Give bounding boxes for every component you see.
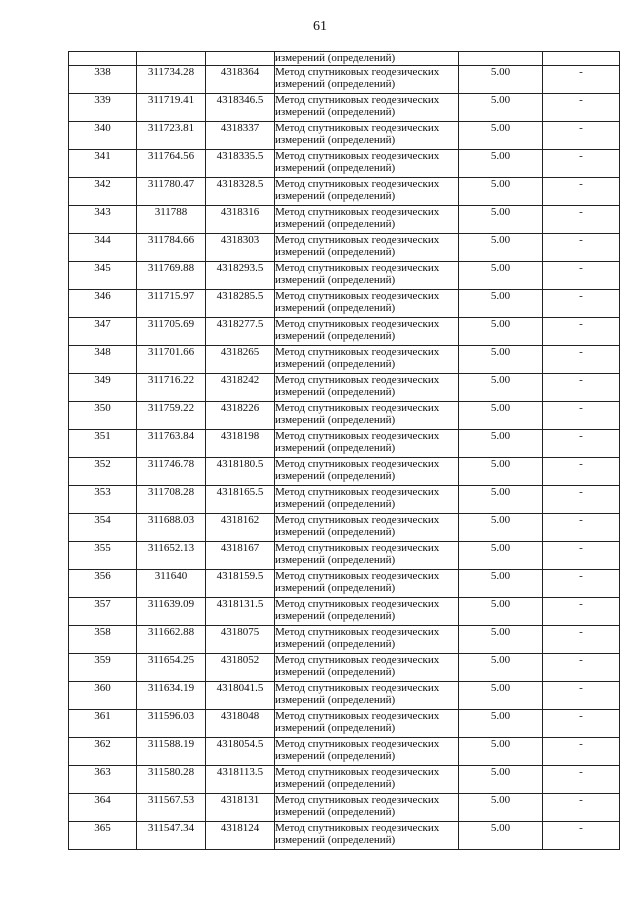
method-line-2: измерений (определений): [275, 274, 396, 286]
table-row: [69, 822, 620, 850]
coordinate-y: 4318052: [206, 654, 275, 682]
method-cell: [275, 66, 459, 94]
point-number: 359: [69, 654, 137, 682]
coordinate-y: 4318167: [206, 542, 275, 570]
table-row: [69, 598, 620, 626]
point-number: 338: [69, 66, 137, 94]
point-number: 357: [69, 598, 137, 626]
point-number: 360: [69, 682, 137, 710]
table-row: [69, 234, 620, 262]
coordinate-y: 4318265: [206, 346, 275, 374]
method-line-1: Метод спутниковых геодезических: [275, 234, 440, 246]
continuation-method-cell: [275, 52, 459, 66]
remark-value: -: [543, 654, 620, 682]
point-number: 355: [69, 542, 137, 570]
point-number: 345: [69, 262, 137, 290]
method-line-2: измерений (определений): [275, 386, 396, 398]
method-line-2: измерений (определений): [275, 442, 396, 454]
accuracy-value: 5.00: [459, 262, 543, 290]
point-number: 362: [69, 738, 137, 766]
method-line-1: Метод спутниковых геодезических: [275, 402, 440, 414]
continuation-remark-cell: [543, 52, 620, 66]
remark-value: -: [543, 290, 620, 318]
table-row: [69, 794, 620, 822]
method-cell: [275, 514, 459, 542]
remark-value: -: [543, 794, 620, 822]
table-row: [69, 290, 620, 318]
point-number: 347: [69, 318, 137, 346]
remark-value: -: [543, 206, 620, 234]
method-line-1: Метод спутниковых геодезических: [275, 458, 440, 470]
accuracy-value: 5.00: [459, 290, 543, 318]
accuracy-value: 5.00: [459, 94, 543, 122]
remark-value: -: [543, 738, 620, 766]
method-line-1: Метод спутниковых геодезических: [275, 682, 440, 694]
continuation-y-cell: [206, 52, 275, 66]
method-line-1: Метод спутниковых геодезических: [275, 94, 440, 106]
method-line-2: измерений (определений): [275, 498, 396, 510]
coordinate-y: 4318162: [206, 514, 275, 542]
method-cell: [275, 150, 459, 178]
method-line-2: измерений (определений): [275, 694, 396, 706]
method-line-2: измерений (определений): [275, 526, 396, 538]
method-line-1: Метод спутниковых геодезических: [275, 290, 440, 302]
continuation-x-cell: [137, 52, 206, 66]
table-row: [69, 206, 620, 234]
accuracy-value: 5.00: [459, 346, 543, 374]
remark-value: -: [543, 94, 620, 122]
method-cell: [275, 626, 459, 654]
coordinate-y: 4318165.5: [206, 486, 275, 514]
method-line-2: измерений (определений): [275, 162, 396, 174]
coordinates-table: [68, 51, 620, 850]
coordinate-x: 311634.19: [137, 682, 206, 710]
continuation-accuracy-cell: [459, 52, 543, 66]
method-line-1: Метод спутниковых геодезических: [275, 738, 440, 750]
remark-value: -: [543, 598, 620, 626]
remark-value: -: [543, 402, 620, 430]
coordinate-x: 311734.28: [137, 66, 206, 94]
method-cell: [275, 122, 459, 150]
coordinate-y: 4318293.5: [206, 262, 275, 290]
method-line-2: измерений (определений): [275, 582, 396, 594]
accuracy-value: 5.00: [459, 710, 543, 738]
method-cell: [275, 206, 459, 234]
accuracy-value: 5.00: [459, 738, 543, 766]
coordinate-x: 311715.97: [137, 290, 206, 318]
method-line-2: измерений (определений): [275, 302, 396, 314]
coordinate-y: 4318048: [206, 710, 275, 738]
table-row: [69, 318, 620, 346]
continuation-num-cell: [69, 52, 137, 66]
method-cell: [275, 766, 459, 794]
coordinate-x: 311705.69: [137, 318, 206, 346]
coordinate-y: 4318277.5: [206, 318, 275, 346]
remark-value: -: [543, 514, 620, 542]
remark-value: -: [543, 822, 620, 850]
accuracy-value: 5.00: [459, 794, 543, 822]
method-line-2: измерений (определений): [275, 778, 396, 790]
accuracy-value: 5.00: [459, 318, 543, 346]
point-number: 351: [69, 430, 137, 458]
accuracy-value: 5.00: [459, 486, 543, 514]
point-number: 343: [69, 206, 137, 234]
method-cell: [275, 598, 459, 626]
method-line-2: измерений (определений): [275, 106, 396, 118]
point-number: 341: [69, 150, 137, 178]
method-line-2: измерений (определений): [275, 610, 396, 622]
coordinates-table-body: [69, 52, 620, 850]
method-line-1: Метод спутниковых геодезических: [275, 570, 440, 582]
method-line-1: Метод спутниковых геодезических: [275, 542, 440, 554]
method-line-1: Метод спутниковых геодезических: [275, 654, 440, 666]
coordinate-y: 4318041.5: [206, 682, 275, 710]
accuracy-value: 5.00: [459, 626, 543, 654]
coordinate-y: 4318124: [206, 822, 275, 850]
method-line-1: Метод спутниковых геодезических: [275, 150, 440, 162]
coordinate-y: 4318198: [206, 430, 275, 458]
method-cell: [275, 486, 459, 514]
coordinate-y: 4318328.5: [206, 178, 275, 206]
coordinate-x: 311708.28: [137, 486, 206, 514]
method-line-1: Метод спутниковых геодезических: [275, 206, 440, 218]
method-cell: [275, 430, 459, 458]
method-line-2: измерений (определений): [275, 358, 396, 370]
point-number: 340: [69, 122, 137, 150]
table-row: [69, 402, 620, 430]
coordinate-x: 311701.66: [137, 346, 206, 374]
continuation-row: [69, 52, 620, 66]
method-cell: [275, 290, 459, 318]
point-number: 363: [69, 766, 137, 794]
method-cell: [275, 710, 459, 738]
method-line-2: измерений (определений): [275, 638, 396, 650]
coordinate-x: 311788: [137, 206, 206, 234]
coordinate-x: 311688.03: [137, 514, 206, 542]
remark-value: -: [543, 318, 620, 346]
table-row: [69, 374, 620, 402]
coordinate-y: 4318316: [206, 206, 275, 234]
remark-value: -: [543, 66, 620, 94]
remark-value: -: [543, 234, 620, 262]
remark-value: -: [543, 178, 620, 206]
method-cell: [275, 178, 459, 206]
coordinate-x: 311547.34: [137, 822, 206, 850]
accuracy-value: 5.00: [459, 570, 543, 598]
point-number: 342: [69, 178, 137, 206]
method-cell: [275, 822, 459, 850]
method-line-2: измерений (определений): [275, 750, 396, 762]
coordinate-y: 4318054.5: [206, 738, 275, 766]
method-line-2: измерений (определений): [275, 722, 396, 734]
table-row: [69, 766, 620, 794]
coordinate-y: 4318131.5: [206, 598, 275, 626]
point-number: 350: [69, 402, 137, 430]
coordinate-y: 4318075: [206, 626, 275, 654]
accuracy-value: 5.00: [459, 402, 543, 430]
accuracy-value: 5.00: [459, 66, 543, 94]
coordinate-x: 311746.78: [137, 458, 206, 486]
coordinate-x: 311759.22: [137, 402, 206, 430]
method-line-1: Метод спутниковых геодезических: [275, 318, 440, 330]
table-row: [69, 122, 620, 150]
method-line-2: измерений (определений): [275, 246, 396, 258]
method-line-1: Метод спутниковых геодезических: [275, 122, 440, 134]
method-cell: [275, 458, 459, 486]
coordinate-x: 311784.66: [137, 234, 206, 262]
accuracy-value: 5.00: [459, 374, 543, 402]
coordinate-x: 311640: [137, 570, 206, 598]
table-row: [69, 654, 620, 682]
method-cell: [275, 738, 459, 766]
point-number: 339: [69, 94, 137, 122]
coordinate-y: 4318335.5: [206, 150, 275, 178]
table-row: [69, 262, 620, 290]
coordinate-x: 311654.25: [137, 654, 206, 682]
method-line-2: измерений (определений): [275, 134, 396, 146]
accuracy-value: 5.00: [459, 178, 543, 206]
coordinate-x: 311662.88: [137, 626, 206, 654]
coordinate-x: 311639.09: [137, 598, 206, 626]
point-number: 354: [69, 514, 137, 542]
remark-value: -: [543, 122, 620, 150]
remark-value: -: [543, 262, 620, 290]
remark-value: -: [543, 682, 620, 710]
coordinate-x: 311769.88: [137, 262, 206, 290]
accuracy-value: 5.00: [459, 682, 543, 710]
accuracy-value: 5.00: [459, 822, 543, 850]
table-row: [69, 94, 620, 122]
method-line-2: измерений (определений): [275, 470, 396, 482]
coordinate-y: 4318180.5: [206, 458, 275, 486]
coordinate-y: 4318285.5: [206, 290, 275, 318]
method-line-1: Метод спутниковых геодезических: [275, 626, 440, 638]
point-number: 348: [69, 346, 137, 374]
method-line-1: Метод спутниковых геодезических: [275, 710, 440, 722]
method-cell: [275, 94, 459, 122]
method-line-2: измерений (определений): [275, 806, 396, 818]
coordinate-x: 311716.22: [137, 374, 206, 402]
point-number: 365: [69, 822, 137, 850]
method-cell: [275, 794, 459, 822]
method-line-1: Метод спутниковых геодезических: [275, 374, 440, 386]
coordinate-x: 311596.03: [137, 710, 206, 738]
remark-value: -: [543, 542, 620, 570]
method-cell: [275, 374, 459, 402]
coordinate-x: 311567.53: [137, 794, 206, 822]
coordinate-y: 4318337: [206, 122, 275, 150]
method-line-1: Метод спутниковых геодезических: [275, 822, 440, 834]
accuracy-value: 5.00: [459, 766, 543, 794]
coordinate-y: 4318346.5: [206, 94, 275, 122]
accuracy-value: 5.00: [459, 206, 543, 234]
method-cell: [275, 346, 459, 374]
accuracy-value: 5.00: [459, 122, 543, 150]
coordinate-x: 311580.28: [137, 766, 206, 794]
accuracy-value: 5.00: [459, 430, 543, 458]
table-row: [69, 346, 620, 374]
table-row: [69, 542, 620, 570]
method-line-2: измерений (определений): [275, 190, 396, 202]
method-line-2: измерений (определений): [275, 218, 396, 230]
remark-value: -: [543, 346, 620, 374]
table-row: [69, 738, 620, 766]
method-line-2: измерений (определений): [275, 666, 396, 678]
method-line-1: Метод спутниковых геодезических: [275, 178, 440, 190]
accuracy-value: 5.00: [459, 542, 543, 570]
table-row: [69, 486, 620, 514]
table-row: [69, 710, 620, 738]
table-row: [69, 682, 620, 710]
method-line-1: Метод спутниковых геодезических: [275, 486, 440, 498]
method-cell: [275, 654, 459, 682]
accuracy-value: 5.00: [459, 458, 543, 486]
remark-value: -: [543, 570, 620, 598]
method-line-1: Метод спутниковых геодезических: [275, 794, 440, 806]
table-row: [69, 66, 620, 94]
coordinate-y: 4318242: [206, 374, 275, 402]
method-line-1: Метод спутниковых геодезических: [275, 598, 440, 610]
remark-value: -: [543, 458, 620, 486]
method-cell: [275, 682, 459, 710]
table-row: [69, 514, 620, 542]
method-cell: [275, 402, 459, 430]
remark-value: -: [543, 766, 620, 794]
remark-value: -: [543, 710, 620, 738]
continuation-method-text: измерений (определений): [275, 52, 396, 64]
remark-value: -: [543, 374, 620, 402]
remark-value: -: [543, 430, 620, 458]
method-line-2: измерений (определений): [275, 554, 396, 566]
coordinate-x: 311723.81: [137, 122, 206, 150]
remark-value: -: [543, 486, 620, 514]
coordinate-x: 311764.56: [137, 150, 206, 178]
method-line-2: измерений (определений): [275, 78, 396, 90]
method-cell: [275, 542, 459, 570]
point-number: 344: [69, 234, 137, 262]
remark-value: -: [543, 150, 620, 178]
coordinate-x: 311719.41: [137, 94, 206, 122]
accuracy-value: 5.00: [459, 598, 543, 626]
coordinate-y: 4318303: [206, 234, 275, 262]
method-cell: [275, 234, 459, 262]
method-line-2: измерений (определений): [275, 330, 396, 342]
point-number: 358: [69, 626, 137, 654]
method-line-1: Метод спутниковых геодезических: [275, 346, 440, 358]
table-row: [69, 150, 620, 178]
accuracy-value: 5.00: [459, 150, 543, 178]
method-line-1: Метод спутниковых геодезических: [275, 430, 440, 442]
method-cell: [275, 570, 459, 598]
coordinate-x: 311780.47: [137, 178, 206, 206]
coordinate-x: 311763.84: [137, 430, 206, 458]
coordinate-y: 4318226: [206, 402, 275, 430]
point-number: 361: [69, 710, 137, 738]
point-number: 352: [69, 458, 137, 486]
accuracy-value: 5.00: [459, 234, 543, 262]
point-number: 356: [69, 570, 137, 598]
method-cell: [275, 262, 459, 290]
remark-value: -: [543, 626, 620, 654]
coordinate-y: 4318113.5: [206, 766, 275, 794]
method-line-1: Метод спутниковых геодезических: [275, 66, 440, 78]
table-row: [69, 430, 620, 458]
table-row: [69, 626, 620, 654]
point-number: 349: [69, 374, 137, 402]
point-number: 353: [69, 486, 137, 514]
page-number: 61: [313, 19, 327, 34]
table-row: [69, 570, 620, 598]
coordinate-x: 311588.19: [137, 738, 206, 766]
method-line-1: Метод спутниковых геодезических: [275, 262, 440, 274]
point-number: 364: [69, 794, 137, 822]
method-cell: [275, 318, 459, 346]
coordinate-y: 4318131: [206, 794, 275, 822]
method-line-2: измерений (определений): [275, 414, 396, 426]
coordinate-x: 311652.13: [137, 542, 206, 570]
method-line-2: измерений (определений): [275, 834, 396, 846]
method-line-1: Метод спутниковых геодезических: [275, 514, 440, 526]
accuracy-value: 5.00: [459, 654, 543, 682]
accuracy-value: 5.00: [459, 514, 543, 542]
point-number: 346: [69, 290, 137, 318]
table-row: [69, 458, 620, 486]
table-row: [69, 178, 620, 206]
method-line-1: Метод спутниковых геодезических: [275, 766, 440, 778]
coordinate-y: 4318364: [206, 66, 275, 94]
coordinate-y: 4318159.5: [206, 570, 275, 598]
